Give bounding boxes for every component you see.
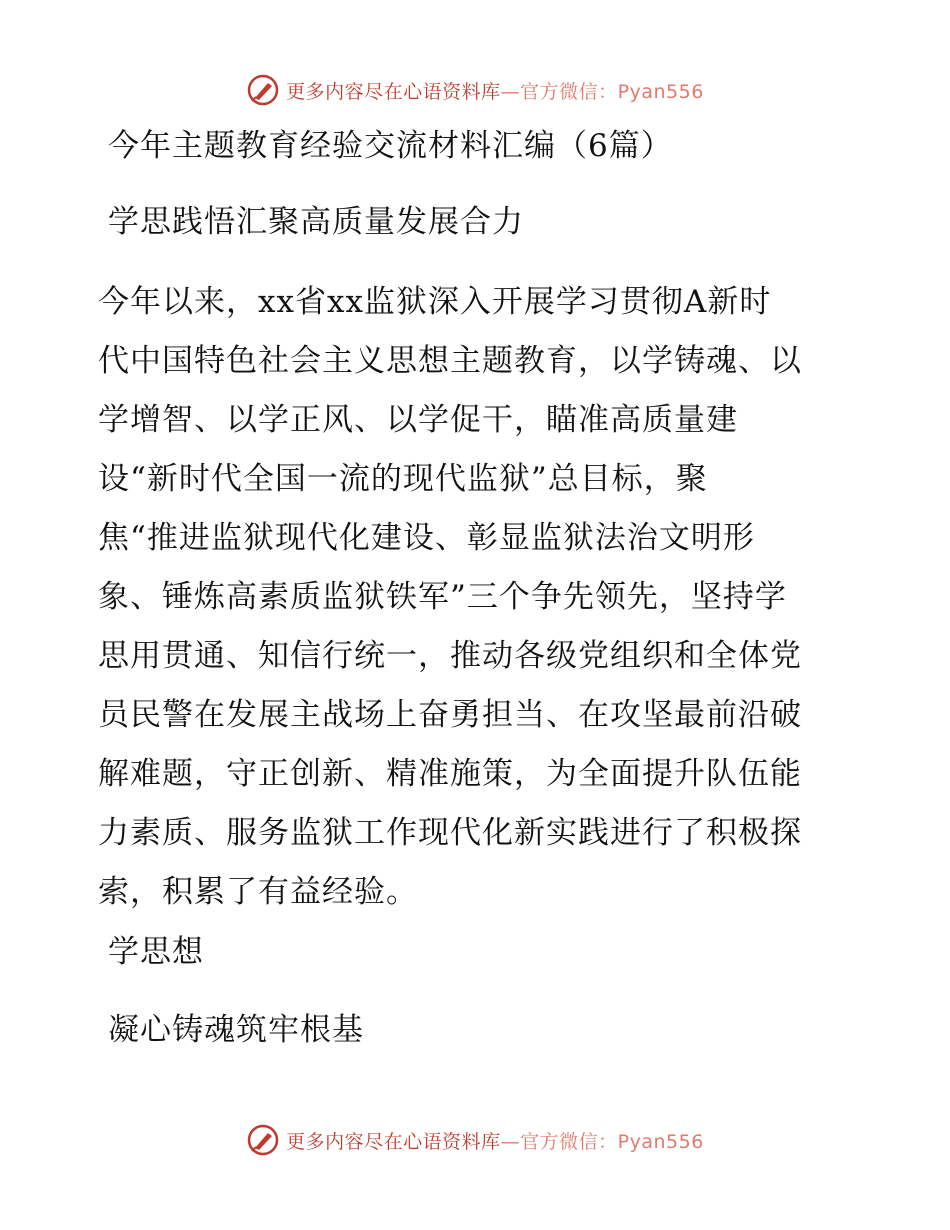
paragraph-line: 思用贯通、知信行统一，推动各级党组织和全体党 <box>98 638 802 674</box>
section-subheading: 凝心铸魂筑牢根基 <box>108 1012 364 1048</box>
paragraph-line: 力素质、服务监狱工作现代化新实践进行了积极探 <box>98 815 802 851</box>
header-watermark <box>0 70 950 110</box>
body-paragraph <box>98 273 850 922</box>
quill-logo-icon <box>246 1123 280 1157</box>
paragraph-line: 学增智、以学正风、以学促干，瞄准高质量建 <box>98 402 738 438</box>
document-subtitle: 学思践悟汇聚高质量发展合力 <box>108 204 524 240</box>
paragraph-line: 解难题，守正创新、精准施策，为全面提升队伍能 <box>98 756 802 792</box>
footer-watermark <box>0 1120 950 1160</box>
paragraph-line: 今年以来，xx省xx监狱深入开展学习贯彻A新时 <box>98 284 772 320</box>
paragraph-line: 设“新时代全国一流的现代监狱”总目标，聚 <box>98 461 708 497</box>
paragraph-line: 象、锤炼高素质监狱铁军”三个争先领先，坚持学 <box>98 579 787 615</box>
paragraph-line: 焦“推进监狱现代化建设、彰显监狱法治文明形 <box>98 520 755 556</box>
paragraph-line: 索，积累了有益经验。 <box>98 874 418 910</box>
document-title: 今年主题教育经验交流材料汇编（6篇） <box>108 128 673 164</box>
paragraph-line: 员民警在发展主战场上奋勇担当、在攻坚最前沿破 <box>98 697 802 733</box>
watermark-text: 更多内容尽在心语资料库—官方微信：Pyan556 <box>286 80 704 103</box>
paragraph-line: 代中国特色社会主义思想主题教育，以学铸魂、以 <box>98 343 802 379</box>
section-heading: 学思想 <box>108 934 204 970</box>
quill-logo-icon <box>246 73 280 107</box>
watermark-text: 更多内容尽在心语资料库—官方微信：Pyan556 <box>286 1130 704 1153</box>
